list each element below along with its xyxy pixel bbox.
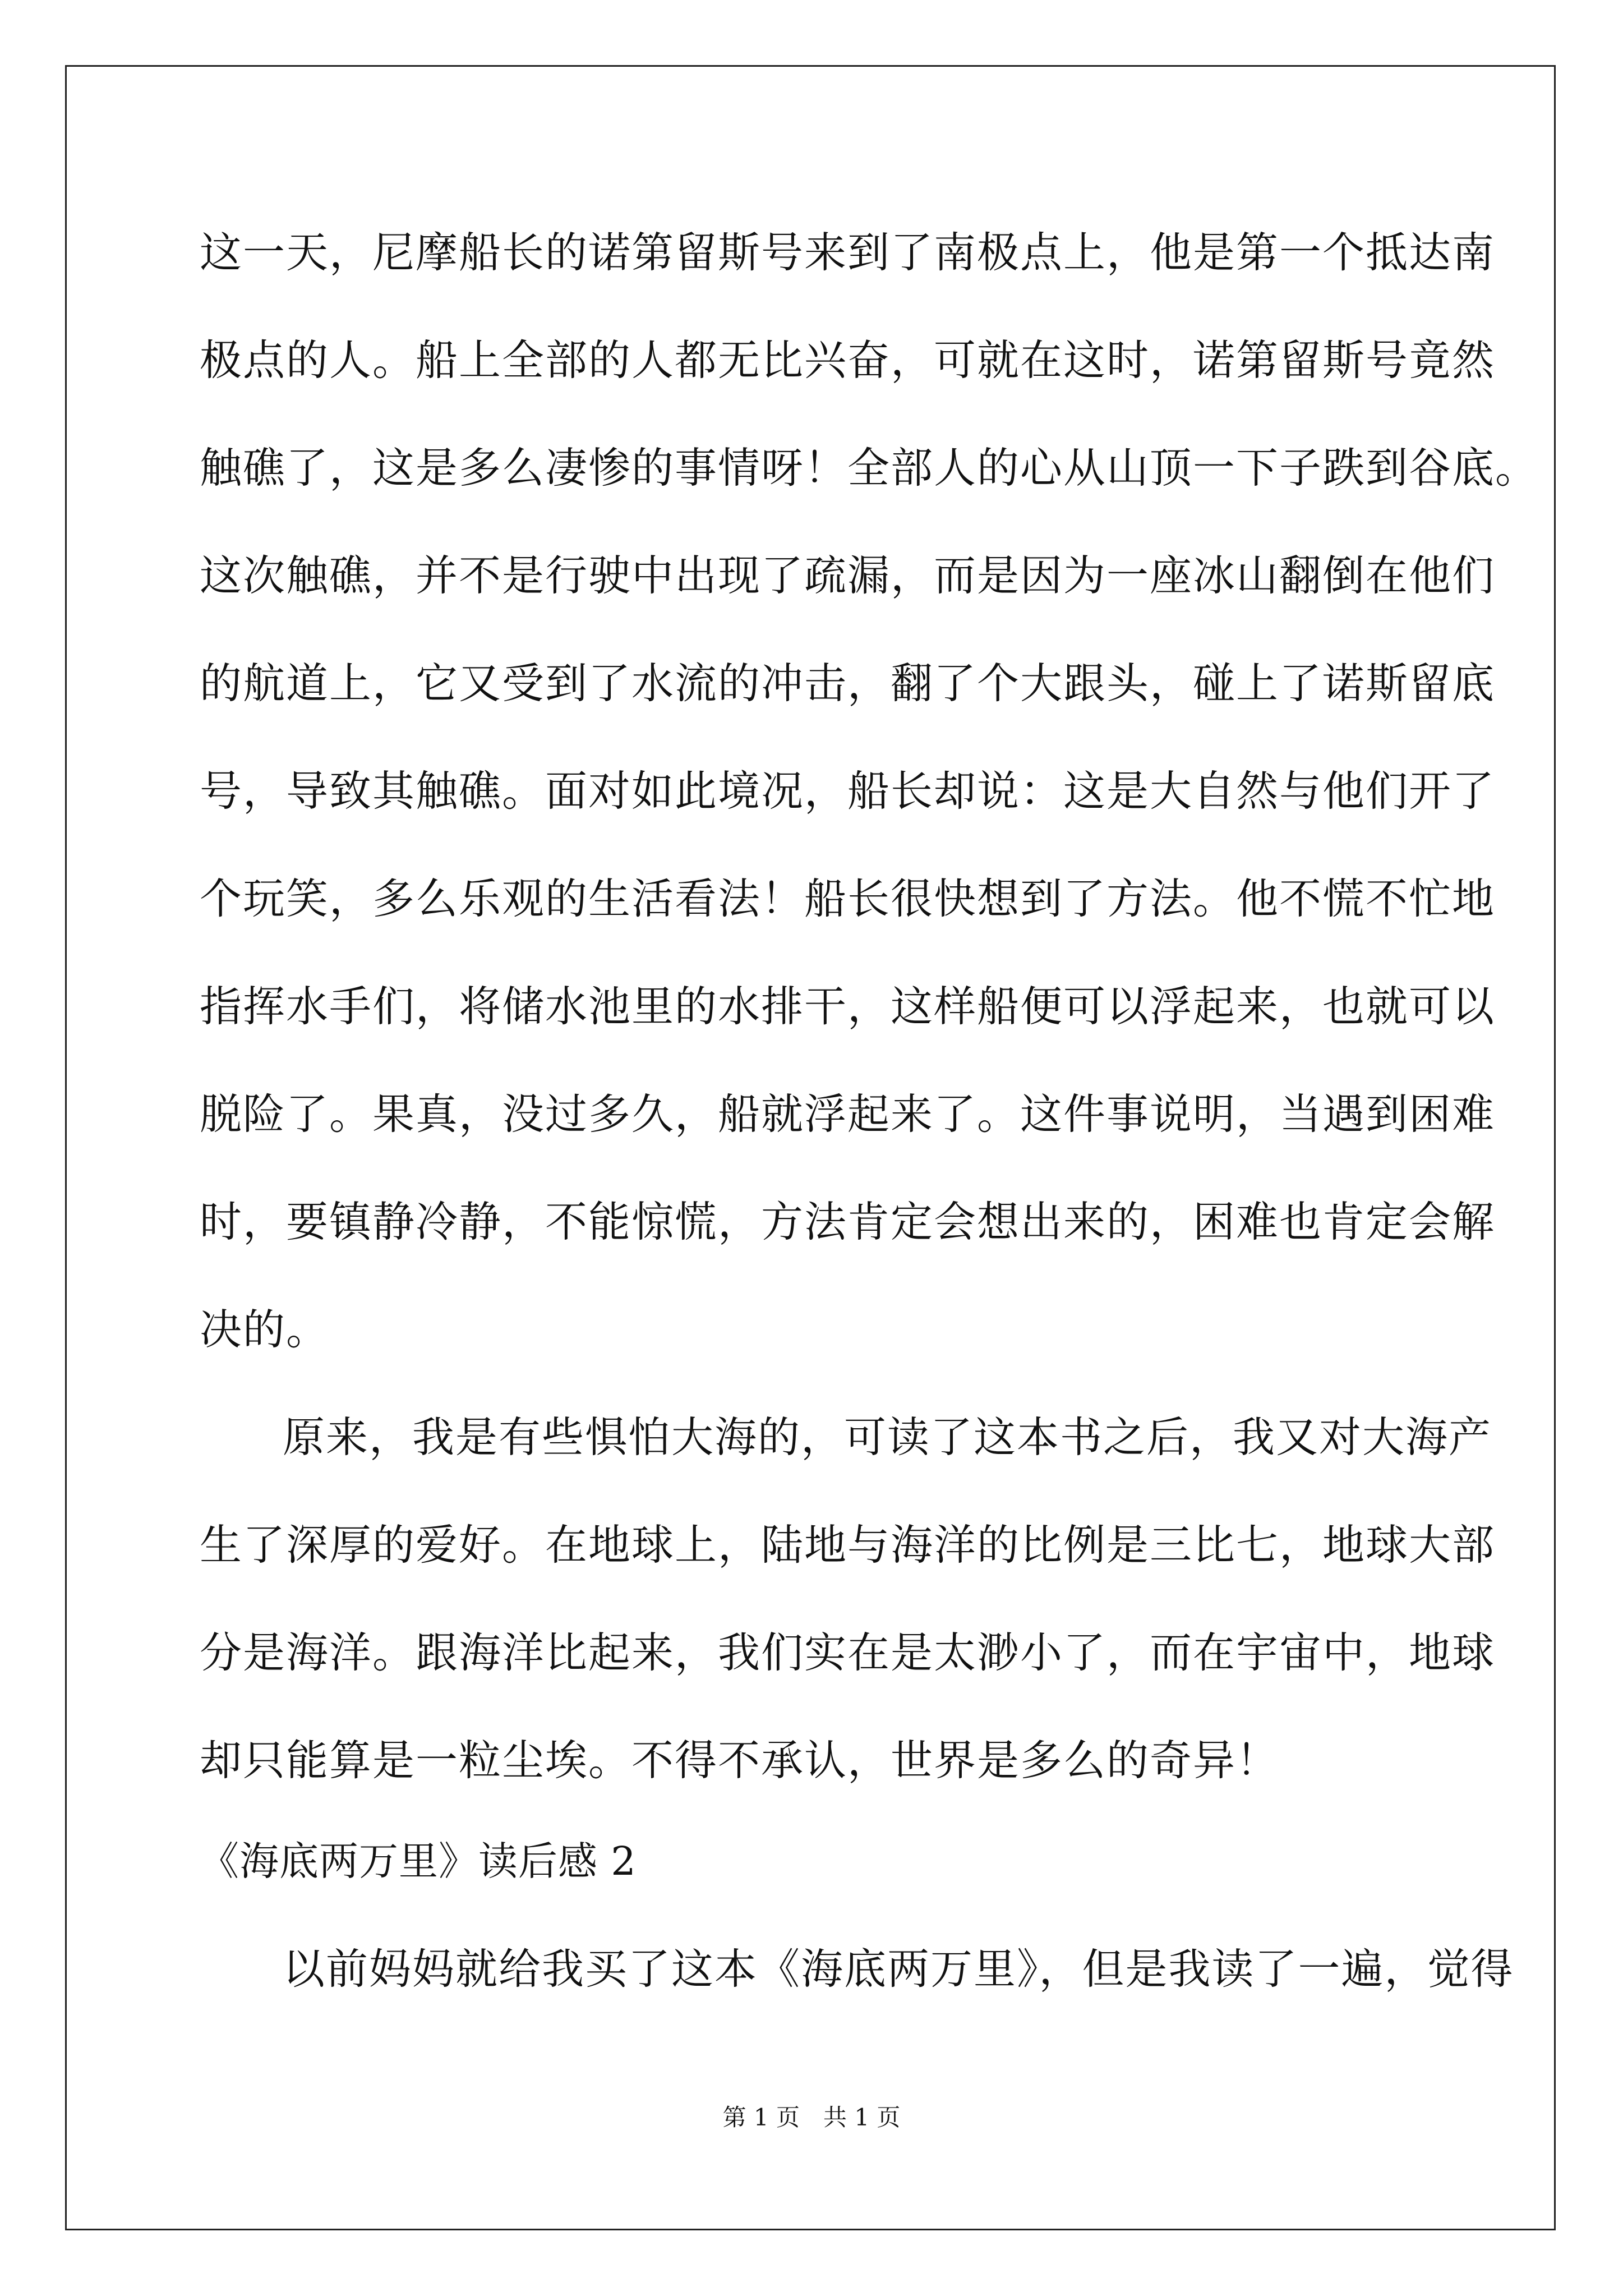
text-line: 却只能算是一粒尘埃。不得不承认，世界是多么的奇异！	[200, 1736, 1280, 1785]
text-line: 指挥水手们，将储水池里的水排干，这样船便可以浮起来，也就可以	[200, 982, 1496, 1031]
text-line: 个玩笑，多么乐观的生活看法！船长很快想到了方法。他不慌不忙地	[200, 874, 1496, 923]
text-line: 分是海洋。跟海洋比起来，我们实在是太渺小了，而在宇宙中，地球	[200, 1628, 1496, 1677]
text-line: 这次触礁，并不是行驶中出现了疏漏，而是因为一座冰山翻倒在他们	[200, 551, 1496, 600]
text-line: 触礁了，这是多么凄惨的事情呀！全部人的心从山顶一下子跌到谷底。	[200, 443, 1539, 493]
text-line: 以前妈妈就给我买了这本《海底两万里》，但是我读了一遍，觉得	[283, 1944, 1514, 1994]
text-line: 决的。	[200, 1305, 330, 1354]
text-line: 的航道上，它又受到了水流的冲击，翻了个大跟头，碰上了诺斯留底	[200, 659, 1496, 708]
text-line: 号，导致其触礁。面对如此境况，船长却说：这是大自然与他们开了	[200, 766, 1496, 816]
text-line: 脱险了。果真，没过多久，船就浮起来了。这件事说明，当遇到困难	[200, 1089, 1496, 1139]
text-line: 原来，我是有些惧怕大海的，可读了这本书之后，我又对大海产	[283, 1412, 1492, 1462]
text-line: 生了深厚的爱好。在地球上，陆地与海洋的比例是三比七，地球大部	[200, 1520, 1496, 1570]
section-heading: 《海底两万里》读后感 2	[200, 1838, 637, 1884]
text-line: 这一天，尼摩船长的诺第留斯号来到了南极点上，他是第一个抵达南	[200, 228, 1496, 277]
text-line: 时，要镇静冷静，不能惊慌，方法肯定会想出来的，困难也肯定会解	[200, 1197, 1496, 1246]
text-line: 极点的人。船上全部的人都无比兴奋，可就在这时，诺第留斯号竟然	[200, 335, 1496, 385]
page-number: 第 1 页 共 1 页	[722, 2104, 901, 2131]
